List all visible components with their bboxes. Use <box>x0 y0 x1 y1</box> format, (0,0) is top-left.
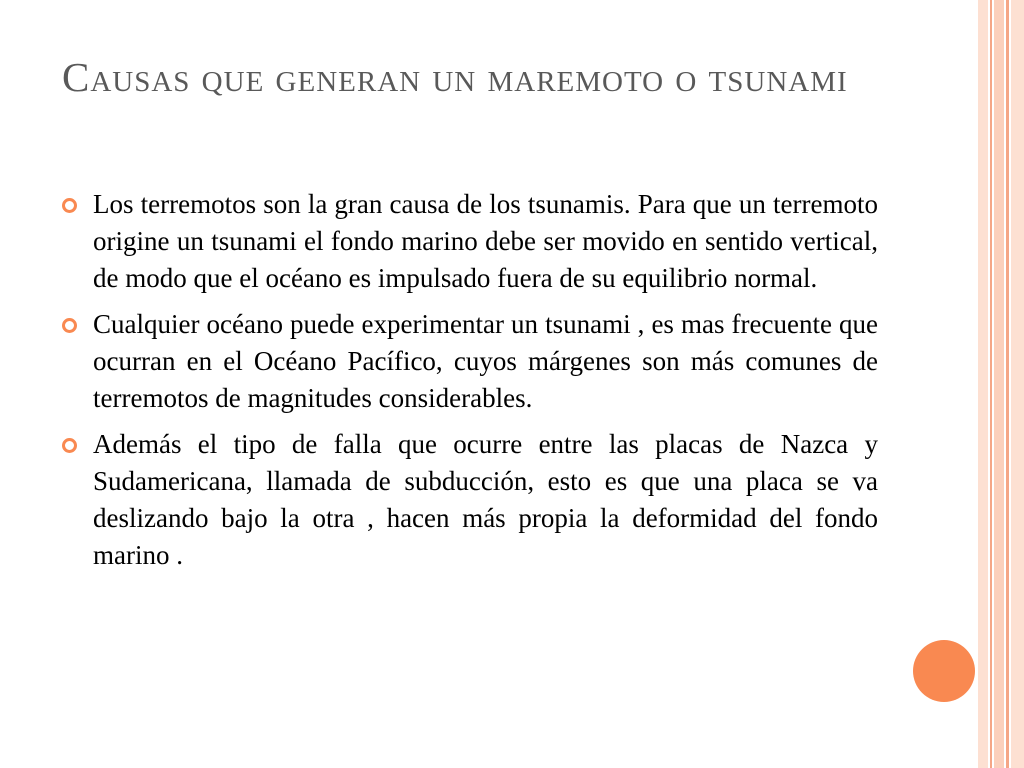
stripe <box>990 0 992 768</box>
slide-content <box>62 186 878 583</box>
decorative-stripes <box>978 0 1024 768</box>
bullet-text: Los terremotos son la gran causa de los tsunamis. Para que un terremoto origine un tsunami el fondo marino debe ser movido en sentido vertical, de modo que el océano es impulsado fuera de su equilibrio normal. <box>93 189 878 293</box>
stripe <box>1011 0 1024 768</box>
bullet-text: Cualquier océano puede experimentar un tsunami , es mas frecuente que ocurran en el Océano Pacífico, cuyos márgenes son más comunes de terremotos de magnitudes considerables. <box>93 309 878 413</box>
slide-title: Causas que generan un maremoto o tsunami <box>62 54 848 100</box>
bullet-item <box>62 426 878 574</box>
bullet-item <box>62 306 878 417</box>
decorative-circle <box>913 640 975 702</box>
bullet-text: Además el tipo de falla que ocurre entre las placas de Nazca y Sudamericana, llamada de subducción, esto es que una placa se va deslizando bajo la otra , hacen más propia la deformidad del fondo marino . <box>93 429 878 570</box>
circle-bullet-icon <box>62 318 77 333</box>
bullet-list <box>62 186 878 574</box>
circle-bullet-icon <box>62 438 77 453</box>
stripe <box>1006 0 1009 768</box>
stripe <box>978 0 988 768</box>
stripe <box>994 0 1004 768</box>
bullet-item <box>62 186 878 297</box>
circle-bullet-icon <box>62 198 77 213</box>
